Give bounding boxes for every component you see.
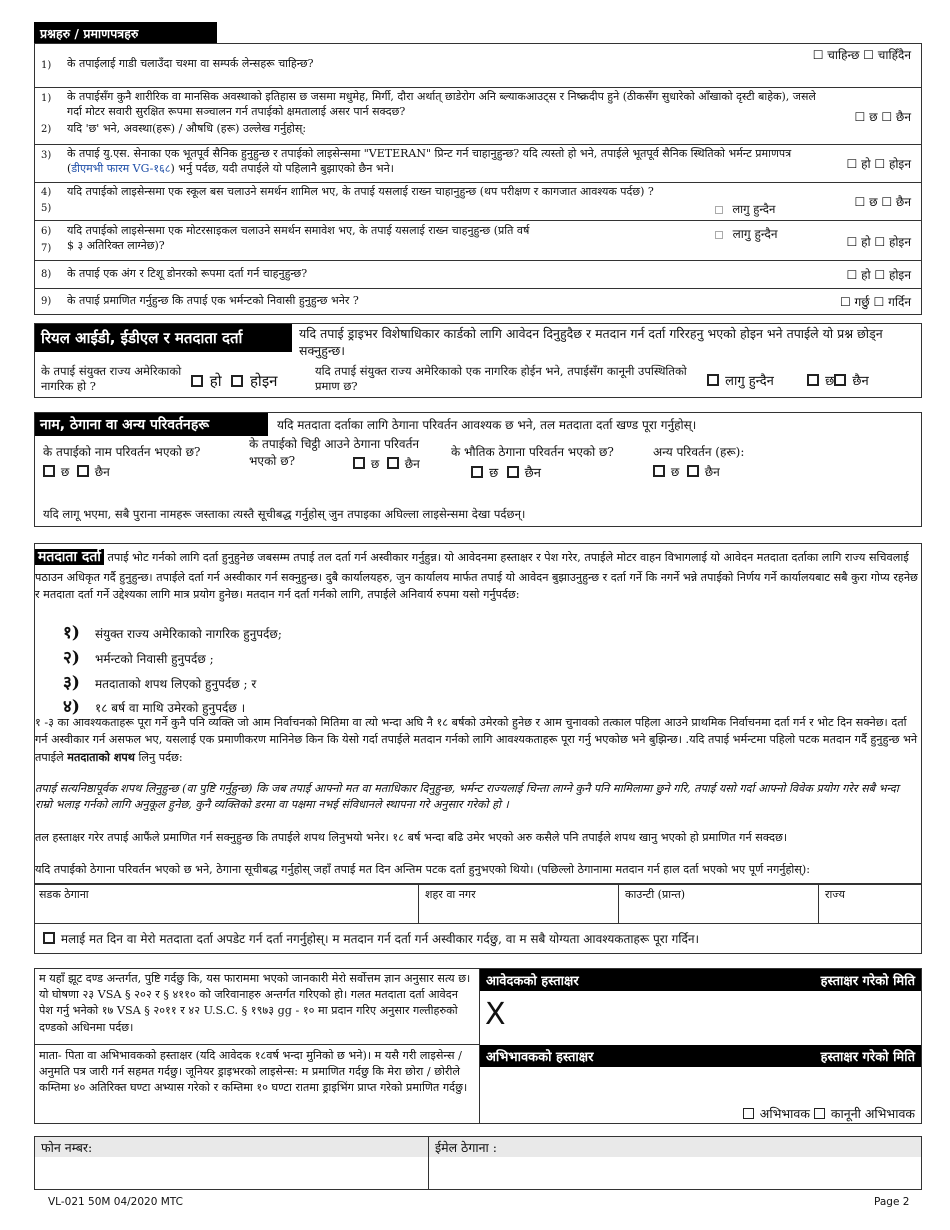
affirmation-section [34,968,922,1124]
motorcycle-na[interactable]: लागु हुन्दैन [715,225,778,242]
resident-answer[interactable]: ☐ गर्छु ☐ गर्दिन [839,295,911,309]
voter-req-4: ४) १८ बर्ष वा माथि उमेरको हुनुपर्दछ । [63,697,246,717]
prior-names-instruction: यदि लागू भएमा, सबै पुराना नामहरू जस्ताका त्यस्तै सूचीबद्ध गर्नुहोस् जुन तपाइका अघिल्ला लाइसेन्समा देखा पर्दछन्। [43,507,526,521]
question-text-2b: यदि 'छ' भने, अवस्था(हरू) / औषधि (हरू) उल्लेख गर्नुहोस्: [67,122,307,135]
name-change-question: के तपाईको नाम परिवर्तन भएको छ? [43,445,201,459]
citizen-no[interactable]: होइन [231,372,277,390]
medical-answer[interactable]: ☐ छ ☐ छैन [854,110,911,124]
decline-checkbox[interactable] [43,932,55,944]
question-text-4: यदि तपाईको लाइसेन्समा एक स्कूल बस चलाउने समर्थन शामिल भए, के तपाई यसलाई राख्न चाहानुहुन्छ (थप परीक्षण र कागजात आवश्यक पर्दछ) ? [67,185,654,198]
question-text-5: यदि तपाईको लाइसेन्समा एक मोटरसाइकल चलाउने समर्थन समावेश भए, के तपाई यसलाई राख्न चाहनुहुन्छ (प्रति वर्ष $ ३ अतिरिक्त लाग्नेछ)? [67,224,530,252]
decline-registration[interactable]: मलाई मत दिन वा मेरो मतदाता दर्ता अपडेट गर्न दर्ता नगर्नुहोस्। म मतदान गर्न दर्ता गर्न अस्वीकार गर्दछु, वा म सबै योग्यता आवश्यकताहरू पूरा गर्दिन। [34,924,922,954]
voter-prev-address: यदि तपाईको ठेगाना परिवर्तन भएको छ भने, ठेगाना सूचीबद्ध गर्नुहोस् जहाँ तपाई मत दिन अन्तिम पटक दर्ता हुनुभएको थियो। (पछिल्लो ठेगानामा मतदान गर्न हाल दर्ता भएको भए पूर्ण नगर्नुहोस्): [35,863,810,876]
email-field[interactable]: ईमेल ठेगाना : [429,1137,921,1189]
voter-intro: मतदाता दर्ता तपाई भोट गर्नको लागि दर्ता हुनुहुनेछ जबसम्म तपाई तल दर्ता गर्न अस्वीकार गर्नुहुन्न। यो आवेदनमा हस्ताक्षर र पेश गरेर, तपाईले मोटर वाहन विभागलाई यो आवेदन मतदाता दर्ताका लागि राज्य सचिवलाई पठाउन अधिकृत गर्दै हुनुहुन्छ। तपाईले दर्ता गर्न अस्वीकार गर्न सक्नुहुन्छ। दुबै कार्यालयहरु, जुन कार्यालय मार्फत तपाई यो आवेदन बुझाउनुहुन्छ र दर्ता गर्ने कि नगर्ने भन्ने तपाईको निर्णय गर्ने कार्यालयबाट सबै कुरा गोप्य रहनेछ र मतदाता दर्ता गर्ने उद्देश्यका लागि मात्र प्रयोग हुनेछ। मतदान गर्न दर्ता गर्नको लागि, तपाईले अनिवार्य रुपमा यसो गर्नुपर्दछ: [35,549,918,602]
other-change-question: अन्य परिवर्तन (हरू): [653,445,745,459]
lawful-na[interactable]: लागु हुन्दैन [707,371,774,389]
question-row-6: 8) के तपाई एक अंग र टिशू डोनरको रूपमा दर्ता गर्न चाहनुहुन्छ? ☐ हो ☐ होइन [34,261,922,289]
mail-change-answers[interactable]: छ छैन [353,455,420,472]
question-text-7: के तपाई प्रमाणित गर्नुहुन्छ कि तपाई एक भर्मन्टको निवासी हुनुहुन्छ भनेर ? [67,294,359,307]
voter-req-2: २) भर्मन्टको निवासी हुनुपर्दछ ; [63,648,214,668]
name-change-answers[interactable]: छ छैन [43,463,110,480]
citizen-answers [191,371,278,391]
changes-header: नाम, ठेगाना वा अन्य परिवर्तनहरू [35,413,268,436]
changes-section [34,412,922,527]
question-text-3: के तपाई यु.एस. सेनाका एक भूतपूर्व सैनिक हुनुहुन्छ र तपाईको लाइसेन्समा "VETERAN" प्रिन्ट गर्न चाहानुहुन्छ? यदि त्यस्तो हो भने, तपाईले भूतपूर्व सैनिक स्थितिको भर्मन्ट प्रमाणपत्र (डीएमभी फारम VG-१६८) भर्नु पर्दछ, यदी तपाईले यो पहिलानै बुझाएको छैन भने। [67,147,792,175]
physical-change-question: के भौतिक ठेगाना परिवर्तन भएको छ? [451,445,614,459]
motorcycle-answer[interactable]: ☐ हो ☐ होइन [846,235,911,249]
citizen-question: के तपाई संयुक्त राज्य अमेरिकाको नागरिक हो ? [41,364,182,393]
school-bus-na[interactable]: लागु हुन्दैन [715,202,775,217]
realid-note: यदि तपाई ड्राइभर विशेषाधिकार कार्डको लागि आवेदन दिनुहुदैछ र मतदान गर्न दर्ता गरिरहनु भएको होइन भने तपाईले यो प्रश्न छोड्न सक्नुहुन्छ। [299,326,883,358]
applicant-signature-field[interactable]: X [485,997,506,1032]
question-row-1: 1) के तपाईलाई गाडी चलाउँदा चश्मा वा सम्पर्क लेन्सहरू चाहिन्छ? ☐ चाहिन्छ ☐ चाहिँदैन [34,43,922,88]
contact-section [34,1136,922,1190]
question-row-5: 6) 7) यदि तपाईको लाइसेन्समा एक मोटरसाइकल चलाउने समर्थन समावेश भए, के तपाई यसलाई राख्न चाहनुहुन्छ (प्रति वर्ष $ ३ अतिरिक्त लाग्नेछ)? लागु हुन्दैन ☐ हो ☐ होइन [34,221,922,261]
school-bus-answer[interactable]: ☐ छ ☐ छैन [854,195,911,209]
perjury-statement: म यहाँ झूट दण्ड अन्तर्गत, पुष्टि गर्दछु कि, यस फाराममा भएको जानकारी मेरो सर्वोत्तम ज्ञान अनुसार सत्य छ। यो घोषणा २३ VSA § २०२ र § ४११० को जरिवानाहरु अन्तर्गत गरिएको हो। गलत मतदाता दर्ता आवेदन पेश गर्नु भनेको १७ VSA § २०११ र ४२ U.S.C. § १९७३ gg - १० मा प्रदान गरिए अनुसार गल्तीहरुको दण्डको अधिनमा पर्दछ। [39,972,471,1034]
question-row-7: 9) के तपाई प्रमाणित गर्नुहुन्छ कि तपाई एक भर्मन्टको निवासी हुनुहुन्छ भनेर ? ☐ गर्छु ☐ गर्दिन [34,289,922,315]
voter-req-1: १) संयुक्त राज्य अमेरिकाको नागरिक हुनुपर्दछ; [63,623,282,643]
question-text-1: के तपाईलाई गाडी चलाउँदा चश्मा वा सम्पर्क लेन्सहरू चाहिन्छ? [67,57,314,70]
voter-oath: तपाई सत्यनिष्ठापूर्वक शपथ लिनुहुन्छ (वा पुष्टि गर्नुहुन्छ) कि जब तपाई आफ्नो मत वा मताधिकार दिनुहुन्छ, भर्मन्ट राज्यलाई चिन्ता लाग्ने कुनै पनि मामिलामा छुने गरि, तपाई यसो गर्दा आफ्नो विवेक प्रयोग गरेर सबै भन्दा राम्रो भलाइ गर्नको लागि अनुकूल हुनेछ, कुनै व्यक्तिको डरमा वा पक्षमा नभई संविधानले स्थापना गरे अनुसार गरेको हो । [35,782,899,811]
voter-certify: तल हस्ताक्षर गरेर तपाई आफैंले प्रमाणित गर्न सक्नुहुन्छ कि तपाईले शपथ लिनुभयो भनेर। १८ बर्ष भन्दा बढि उमेर भएको अरु कसैले पनि तपाईले शपथ खानु भएको हो प्रमाणित गर्न सक्दछ। [35,831,788,844]
question-text-6: के तपाई एक अंग र टिशू डोनरको रूपमा दर्ता गर्न चाहनुहुन्छ? [67,267,308,280]
guardian-type-options[interactable]: अभिभावक कानूनी अभिभावक [743,1105,915,1122]
lawful-answers[interactable]: छ छैन [807,371,869,389]
citizen-yes[interactable]: हो [191,372,222,390]
question-row-4: 4) 5) यदि तपाईको लाइसेन्समा एक स्कूल बस चलाउने समर्थन शामिल भए, के तपाई यसलाई राख्न चाहानुहुन्छ (थप परीक्षण र कागजात आवश्यक पर्दछ) ? लागु हुन्दैन ☐ छ ☐ छैन [34,183,922,221]
voter-req-3: ३) मतदाताको शपथ लिएको हुनुपर्दछ ; र [63,673,257,693]
veteran-answer[interactable]: ☐ हो ☐ होइन [846,157,911,171]
realid-header: रियल आईडी, ईडीएल र मतदाता दर्ता [35,324,292,352]
lawful-presence-question: यदि तपाई संयुक्त राज्य अमेरिकाको एक नागरिक होईन भने, तपाईसँग कानूनी उपस्थितिको प्रमाण छ? [315,364,687,393]
guardian-signature-header: अभिभावकको हस्ताक्षर हस्ताक्षर गरेको मिति [480,1045,921,1067]
realid-section [34,323,922,398]
phone-field[interactable]: फोन नम्बर: [35,1137,429,1189]
veteran-form-link[interactable]: डीएमभी फारम VG-१६८ [71,161,171,175]
questions-header: प्रश्नहरु / प्रमाणपत्रहरु [34,22,217,44]
applicant-signature-header: आवेदकको हस्ताक्षर हस्ताक्षर गरेको मिति [480,969,921,991]
form-id: VL-021 50M 04/2020 MTC [48,1196,183,1208]
glasses-answer[interactable]: ☐ चाहिन्छ ☐ चाहिँदैन [812,48,911,62]
donor-answer[interactable]: ☐ हो ☐ होइन [846,268,911,282]
question-row-3: 3) के तपाई यु.एस. सेनाका एक भूतपूर्व सैनिक हुनुहुन्छ र तपाईको लाइसेन्समा "VETERAN" प्रिन्ट गर्न चाहानुहुन्छ? यदि त्यस्तो हो भने, तपाईले भूतपूर्व सैनिक स्थितिको भर्मन्ट प्रमाणपत्र (डीएमभी फारम VG-१६८) भर्नु पर्दछ, यदी तपाईले यो पहिलानै बुझाएको छैन भने। ☐ हो ☐ होइन [34,145,922,183]
prev-address-row [34,884,922,924]
physical-change-answers[interactable]: छ छैन [471,463,541,481]
voter-header: मतदाता दर्ता [35,549,104,565]
voter-eligibility: १ -३ का आवश्यकताहरू पूरा गर्ने कुनै पनि व्यक्ति जो आम निर्वाचनको मितिमा वा त्यो भन्दा अघि नै १८ बर्षको उमेरको हुनेछ र आम चुनावको तत्काल पहिला आउने प्राथमिक निर्वाचनमा दर्ता गर्न र भोट दिन सक्नेछ। दर्ता गर्न अस्वीकार गर्न असफल भए, यसलाई एक प्रमाणीकरण मानिनेछ किन कि येसो गर्दा तपाईले मतदान गर्नको लागि आवश्यकताहरू पूरा गर्नु भएकोछ भने बुझिन्छ। .यदि तपाई भर्मन्टमा पहिलो पटक मतदान गर्दै हुनुहुन्छ भने तपाईले मतदाताको शपथ लिनु पर्दछ: [35,716,918,764]
voter-section [34,543,922,884]
county-field[interactable]: काउन्टी (प्रान्त) [619,885,819,923]
city-field[interactable]: शहर वा नगर [419,885,619,923]
page-number: Page 2 [874,1196,910,1208]
mail-change-question: के तपाईको चिट्ठी आउने ठेगाना परिवर्तन भएको छ? [249,437,420,469]
parent-statement: माता- पिता वा अभिभावकको हस्ताक्षर (यदि आवेदक १८वर्ष भन्दा मुनिको छ भने)। म यसै गरी लाइसेन्स / अनुमति पत्र जारी गर्न सहमत गर्दछु। जूनियर ड्राइभरको लाइसेन्स: म प्रमाणित गर्दछु कि मेरा छोरा / छोरीले कम्तिमा ४० अतिरिक्त घण्टा अभ्यास गरेको र कम्तिमा १० घण्टा रातमा ड्राइभिंग प्राप्त गरेको प्रमाणित गर्दछु। [39,1049,468,1095]
question-row-2: 1) 2) के तपाईसँग कुनै शारीरिक वा मानसिक अवस्थाको इतिहास छ जसमा मधुमेह, मिर्गी, दौरा अर्थात् छाडेरोग अनि ब्ल्याकआउट्स र निष्क्रदीप हुने (ठीकसँग सुधारेको आँखाको दृस्टी बाहेक), जसले गर्दा मोटर सवारी सुरक्षित रूपमा सञ्चालन गर्न तपाईको क्षमतालाई असर पार्न सक्दछ? यदि 'छ' भने, अवस्था(हरू) / औषधि (हरू) उल्लेख गर्नुहोस्: ☐ छ ☐ छैन [34,88,922,145]
changes-note: यदि मतदाता दर्ताका लागि ठेगाना परिवर्तन आवश्यक छ भने, तल मतदाता दर्ता खण्ड पूरा गर्नुहोस्। [277,418,697,432]
street-address-field[interactable]: सडक ठेगाना [35,885,419,923]
other-change-answers[interactable]: छ छैन [653,463,720,480]
question-text-2: के तपाईसँग कुनै शारीरिक वा मानसिक अवस्थाको इतिहास छ जसमा मधुमेह, मिर्गी, दौरा अर्थात् छाडेरोग अनि ब्ल्याकआउट्स र निष्क्रदीप हुने (ठीकसँग सुधारेको आँखाको दृस्टी बाहेक), जसले गर्दा मोटर सवारी सुरक्षित रूपमा सञ्चालन गर्न तपाईको क्षमतालाई असर पार्न सक्दछ? [67,90,816,118]
state-field[interactable]: राज्य [825,888,846,901]
